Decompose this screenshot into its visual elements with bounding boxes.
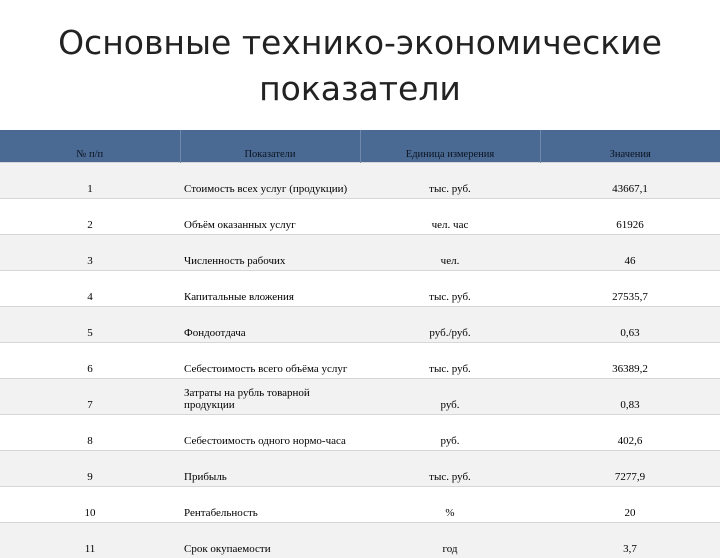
table-header-row bbox=[0, 130, 720, 163]
row-indicator: Срок окупаемости bbox=[180, 523, 360, 558]
table-row bbox=[0, 163, 720, 199]
row-value: 27535,7 bbox=[540, 271, 720, 307]
row-indicator: Прибыль bbox=[180, 451, 360, 487]
header-indicator: Показатели bbox=[180, 130, 360, 163]
row-unit: тыс. руб. bbox=[360, 163, 540, 199]
header-number: № п/п bbox=[0, 130, 180, 163]
page-title-line-1: Основные технико-экономические bbox=[0, 20, 720, 66]
table-row bbox=[0, 235, 720, 271]
table-row bbox=[0, 343, 720, 379]
page-title bbox=[0, 20, 720, 112]
row-indicator: Объём оказанных услуг bbox=[180, 199, 360, 235]
row-number: 2 bbox=[0, 199, 180, 235]
row-value: 36389,2 bbox=[540, 343, 720, 379]
row-unit: руб. bbox=[360, 415, 540, 451]
row-value: 46 bbox=[540, 235, 720, 271]
row-unit: чел. час bbox=[360, 199, 540, 235]
row-unit: тыс. руб. bbox=[360, 271, 540, 307]
row-indicator: Стоимость всех услуг (продукции) bbox=[180, 163, 360, 199]
page-title-line-2: показатели bbox=[0, 66, 720, 112]
table-row bbox=[0, 523, 720, 558]
row-number: 6 bbox=[0, 343, 180, 379]
row-value: 402,6 bbox=[540, 415, 720, 451]
row-indicator: Затраты на рубль товарной продукции bbox=[180, 379, 360, 415]
row-number: 7 bbox=[0, 379, 180, 415]
row-value: 3,7 bbox=[540, 523, 720, 558]
row-unit: тыс. руб. bbox=[360, 343, 540, 379]
row-value: 0,63 bbox=[540, 307, 720, 343]
row-number: 4 bbox=[0, 271, 180, 307]
row-number: 10 bbox=[0, 487, 180, 523]
header-unit: Единица измерения bbox=[360, 130, 540, 163]
table-row bbox=[0, 487, 720, 523]
row-indicator: Себестоимость одного нормо-часа bbox=[180, 415, 360, 451]
row-indicator: Капитальные вложения bbox=[180, 271, 360, 307]
row-value: 43667,1 bbox=[540, 163, 720, 199]
row-value: 0,83 bbox=[540, 379, 720, 415]
row-unit: % bbox=[360, 487, 540, 523]
header-value: Значения bbox=[540, 130, 720, 163]
row-number: 5 bbox=[0, 307, 180, 343]
row-indicator: Фондоотдача bbox=[180, 307, 360, 343]
row-number: 8 bbox=[0, 415, 180, 451]
row-number: 3 bbox=[0, 235, 180, 271]
row-value: 20 bbox=[540, 487, 720, 523]
row-unit: руб./руб. bbox=[360, 307, 540, 343]
table-row bbox=[0, 379, 720, 415]
table-row bbox=[0, 307, 720, 343]
row-number: 1 bbox=[0, 163, 180, 199]
table-row bbox=[0, 451, 720, 487]
row-value: 7277,9 bbox=[540, 451, 720, 487]
table-row bbox=[0, 271, 720, 307]
row-number: 9 bbox=[0, 451, 180, 487]
row-unit: тыс. руб. bbox=[360, 451, 540, 487]
table-row bbox=[0, 199, 720, 235]
table-row bbox=[0, 415, 720, 451]
row-unit: год bbox=[360, 523, 540, 558]
indicators-table bbox=[0, 130, 720, 558]
row-number: 11 bbox=[0, 523, 180, 558]
row-value: 61926 bbox=[540, 199, 720, 235]
row-unit: руб. bbox=[360, 379, 540, 415]
row-indicator: Численность рабочих bbox=[180, 235, 360, 271]
row-indicator: Себестоимость всего объёма услуг bbox=[180, 343, 360, 379]
row-unit: чел. bbox=[360, 235, 540, 271]
row-indicator: Рентабельность bbox=[180, 487, 360, 523]
